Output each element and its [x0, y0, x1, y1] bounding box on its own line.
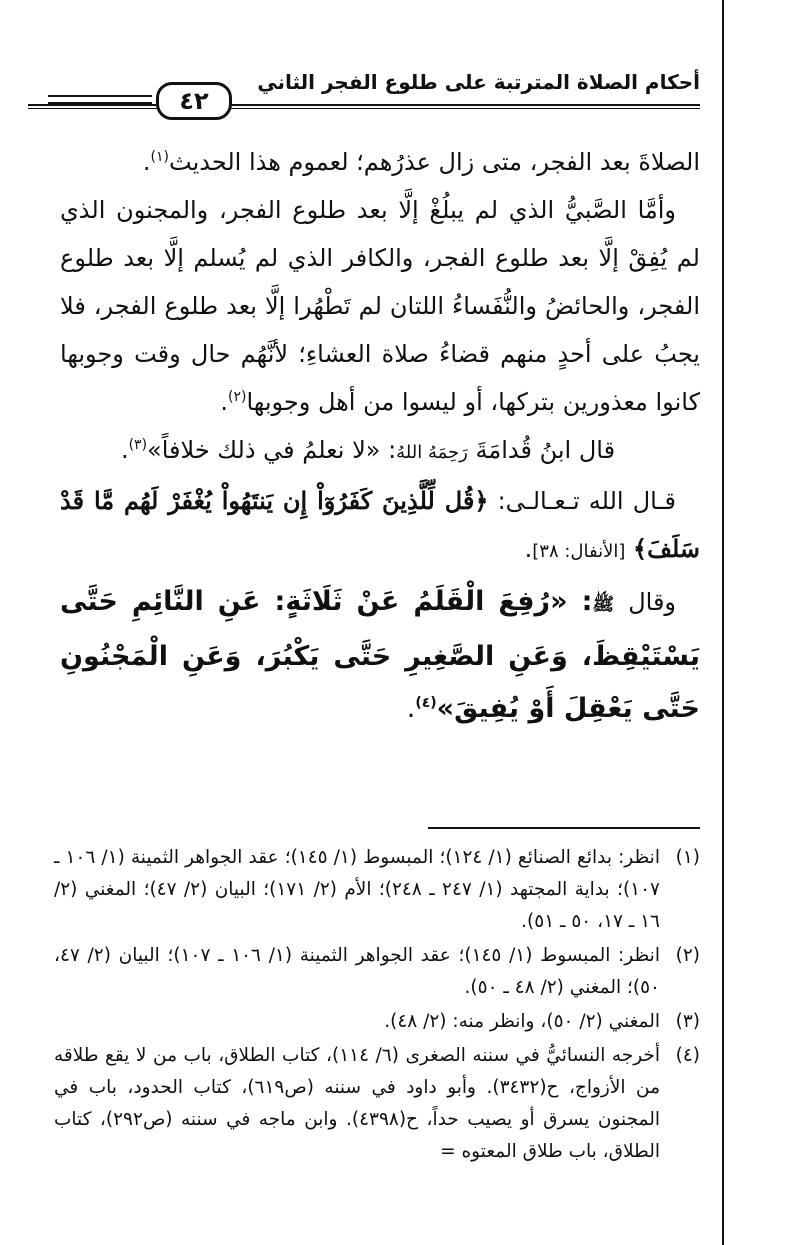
- surah-reference: [الأنفال: ٣٨]: [532, 541, 626, 562]
- footnote-1: (١) انظر: بدائع الصنائع (١/ ١٢٤)؛ المبسوط (١/ ١٤٥)؛ عقد الجواهر الثمينة (١/ ١٠٦ ـ ١٠٧)؛ بداية المجتهد (١/ ٢٤٧ ـ ٢٤٨)؛ الأم (٢/ ١٧١)؛ البيان (٢/ ٤٧)؛ المغني (٢/ ١٦ ـ ١٧، ٥٠ ـ ٥١).: [54, 847, 700, 932]
- footnote-2: (٢) انظر: المبسوط (١/ ١٤٥)؛ عقد الجواهر الثمينة (١/ ١٠٦ ـ ١٠٧)؛ البيان (٢/ ٤٧، ٥٠)؛ المغني (٢/ ٤٨ ـ ٥٠).: [54, 945, 700, 998]
- page-number: ٤٢: [156, 82, 232, 120]
- footnotes: [54, 842, 700, 1170]
- footnote-3: (٣) المغني (٢/ ٥٠)، وانظر منه: (٢/ ٤٨).: [384, 1011, 700, 1032]
- running-title: أحكام الصلاة المترتبة على طلوع الفجر الثاني: [257, 70, 700, 94]
- footnote-separator: [428, 827, 700, 829]
- footnote-ref-2: (٢): [227, 389, 247, 405]
- paragraph-3: قال ابنُ قُدامَةَ رَحِمَهُ اللهُ: «لا نعلمُ في ذلك خلافاً»$^{(٣)}$.: [120, 436, 616, 464]
- paragraph-1: الصلاةَ بعد الفجر، متى زال عذرُهم؛ لعموم هذا الحديث$^{(١)}$.: [142, 148, 700, 176]
- footnote-ref-4: (٤): [415, 695, 437, 711]
- footnote-4: (٤) أخرجه النسائيُّ في سننه الصغرى (٦/ ١١٤)، كتاب الطلاق، باب من لا يقع طلاقه من الأزواج، ح(٣٤٣٢). وأبو داود في سننه (ص٦١٩)، كتاب الحدود، باب في المجنون يسرق أو يصيب حداً، ح(٤٣٩٨). وابن ماجه في سننه (ص٢٩٢)، كتاب الطلاق، باب طلاق المعتوه =: [54, 1045, 700, 1162]
- footnote-ref-3: (٣): [128, 437, 148, 453]
- honorific-rahimahullah: رَحِمَهُ اللهُ: [396, 442, 468, 463]
- page-edge-rule: [722, 0, 724, 1245]
- footnote-ref-1: (١): [150, 149, 169, 165]
- paragraph-5: وقال ﷺ: «رُفِعَ الْقَلَمُ عَنْ ثَلَاثَةٍ: عَنِ النَّائِمِ حَتَّى يَسْتَيْقِظَ، وَعَنِ الصَّغِيرِ حَتَّى يَكْبُرَ، وَعَنِ الْمَجْنُونِ حَتَّى يَعْقِلَ أَوْ يُفِيقَ»$^{(٤)}$.: [60, 586, 700, 724]
- honorific-salla: ﷺ: [592, 594, 615, 615]
- hadith-text: : «رُفِعَ الْقَلَمُ عَنْ ثَلَاثَةٍ: عَنِ النَّائِمِ حَتَّى يَسْتَيْقِظَ، وَعَنِ الصَّغِيرِ حَتَّى يَكْبُرَ، وَعَنِ الْمَجْنُونِ حَتَّى يَعْقِلَ أَوْ يُفِيقَ»: [60, 586, 700, 724]
- main-text: [60, 138, 700, 735]
- paragraph-2: وأمَّا الصَّبيُّ الذي لم يبلُغْ إلَّا بعد طلوع الفجر، والمجنون الذي لم يُفِقْ إلَّا بعد طلوع الفجر، والكافر الذي لم يُسلم إلَّا بعد طلوع الفجر، والحائضُ والنُّفَساءُ اللتان لم تَطْهُرا إلَّا بعد طلوع الفجر، فلا يجبُ على أحدٍ منهم قضاءُ صلاة العشاءِ؛ لأنَّهُم حال وقت وجوبها كانوا معذورين بتركها، أو ليسوا من أهل وجوبها$^{(٢)}$.: [60, 196, 700, 416]
- paragraph-4: قـال الله تـعـالـى: ﴿قُل لِّلَّذِينَ كَفَرُوٓاْ إِن يَنتَهُواْ يُغْفَرْ لَهُم مَّا قَدْ سَلَفَ﴾ [الأنفال: ٣٨].: [60, 486, 700, 563]
- quran-verse: ﴿قُل لِّلَّذِينَ كَفَرُوٓاْ إِن يَنتَهُواْ يُغْفَرْ لَهُم مَّا قَدْ سَلَفَ﴾: [60, 486, 700, 563]
- ornament-lines: [48, 95, 152, 109]
- page-header: [28, 60, 700, 120]
